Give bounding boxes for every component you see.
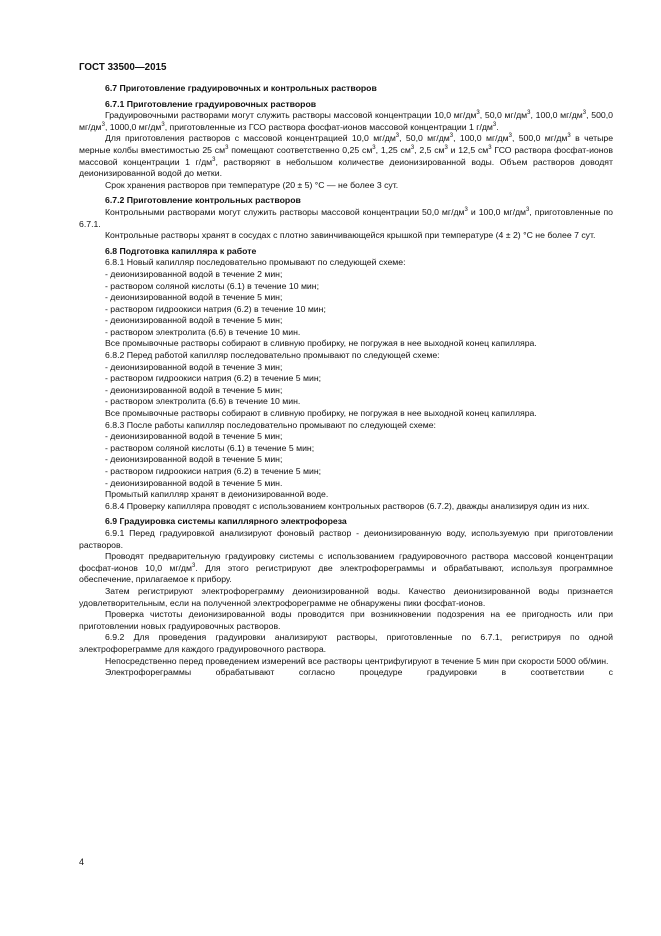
- section-6-7-2-title: 6.7.2 Приготовление контрольных растворов: [105, 195, 301, 206]
- paragraph-6-8-1: 6.8.1 Новый капилляр последовательно промывают по следующей схеме:: [105, 257, 406, 268]
- paragraph-register: Затем регистрируют электрофореграмму деионизированной воды. Качество деионизированной воды признается удовлетворительным, если на полученной электрофореграмме не обнаружены пики фосфат-ионов.: [79, 585, 613, 608]
- paragraph-collect-1: Все промывочные растворы собирают в сливную пробирку, не погружая в нее выходной конец капилляра.: [105, 338, 537, 349]
- list-item: - деионизированной водой в течение 5 мин;: [105, 454, 283, 465]
- paragraph-pre-calibration: Проводят предварительную градуировку системы с использованием градуировочного раствора массовой концентрации фосфат-ионов 10,0 $мг/дм^3$. Для этого регистрируют две электрофореграммы и обрабатывают, используя программное обеспечение, прилагаемое к прибору.: [79, 551, 613, 585]
- paragraph-6-9-2: 6.9.2 Для проведения градуировки анализируют растворы, приготовленные по 6.7.1, регистрируя по одной электрофореграмме для каждого градуировочного раствора.: [79, 632, 613, 654]
- section-6-7-title: 6.7 Приготовление градуировочных и контрольных растворов: [105, 83, 377, 93]
- list-item: - деионизированной водой в течение 2 мин;: [105, 268, 283, 279]
- list-item: - раствором электролита (6.6) в течение 10 мин.: [105, 396, 301, 407]
- paragraph-6-8-2: 6.8.2 Перед работой капилляр последовательно промывают по следующей схеме:: [105, 350, 440, 361]
- paragraph-centrifuge: Непосредственно перед проведением измерений все растворы центрифугируют в течение 5 мин при скорости 5000 об/мин.: [105, 655, 609, 666]
- list-item: - деионизированной водой в течение 5 мин;: [105, 431, 283, 442]
- list-item: - деионизированной водой в течение 5 мин.: [105, 477, 283, 488]
- list-item: - раствором гидроокиси натрия (6.2) в течение 5 мин;: [105, 466, 322, 476]
- list-item: - деионизированной водой в течение 5 мин;: [105, 384, 283, 395]
- paragraph-6-7-1-b: Для приготовления растворов с массовой концентрацией 10,0 $мг/дм^3$, 50,0 $мг/дм^3$, 100,0 $мг/дм^3$, 500,0 $мг/дм^3$ в четыре мерные колбы вместимостью 25 $см^3$ помещают соответственно 0,25 $см^3$, 1,25 $см^3$, 2,5 $см^3$ и 12,5 $см^3$ ГСО раствора фосфат-ионов массовой концентрации 1 $г/дм^3$, растворяют в небольшом количестве деионизированной воды. Объем растворов доводят деионизированной водой до метки.: [79, 133, 614, 179]
- section-6-9-title: 6.9 Градуировка системы капиллярного электрофореза: [105, 516, 347, 527]
- section-6-7-1-title: 6.7.1 Приготовление градуировочных растворов: [105, 98, 317, 109]
- list-item: - раствором соляной кислоты (6.1) в течение 10 мин;: [105, 280, 319, 291]
- list-item: - раствором электролита (6.6) в течение 10 мин.: [105, 326, 301, 337]
- document-body: [79, 83, 613, 679]
- paragraph-6-9-1: 6.9.1 Перед градуировкой анализируют фоновый раствор - деионизированную воду, используемую при приготовлении растворов.: [79, 527, 613, 550]
- paragraph-6-7-2-b: Контрольные растворы хранят в сосудах с плотно завинчивающейся крышкой при температуре (4 ± 2) °С не более 7 сут.: [105, 230, 596, 241]
- standard-header: ГОСТ 33500—2015: [79, 62, 167, 73]
- paragraph-6-8-4: 6.8.4 Проверку капилляра проводят с использованием контрольных растворов (6.7.2), дважды анализируя один из них.: [105, 500, 590, 511]
- list-item: - деионизированной водой в течение 3 мин;: [105, 361, 283, 372]
- paragraph-collect-2: Все промывочные растворы собирают в сливную пробирку, не погружая в нее выходной конец капилляра.: [105, 408, 537, 419]
- list-item: - раствором соляной кислоты (6.1) в течение 5 мин;: [105, 442, 315, 453]
- paragraph-last: Электрофореграммы обрабатывают согласно процедуре градуировки в соответствии с: [105, 667, 613, 678]
- section-6-8-title: 6.8 Подготовка капилляра к работе: [105, 245, 257, 256]
- paragraph-6-7-1-c: Срок хранения растворов при температуре (20 ± 5) °С — не более 3 сут.: [105, 179, 399, 190]
- list-item: - деионизированной водой в течение 5 мин;: [105, 292, 283, 303]
- paragraph-check: Проверка чистоты деионизированной воды проводится при возникновении подозрения на ее пригодность или при приготовлении новых градуировочных растворов.: [79, 609, 613, 631]
- list-item: - раствором гидроокиси натрия (6.2) в течение 10 мин;: [105, 303, 326, 314]
- page-number: 4: [79, 857, 85, 867]
- list-item: - раствором гидроокиси натрия (6.2) в течение 5 мин;: [105, 373, 322, 384]
- paragraph-6-7-2-a: Контрольными растворами могут служить растворы массовой концентрации 50,0 $мг/дм^3$ и 100,0 $мг/дм^3$, приготовленные по 6.7.1.: [79, 206, 614, 229]
- paragraph-6-8-3: 6.8.3 После работы капилляр последовательно промывают по следующей схеме:: [105, 419, 436, 430]
- paragraph-6-7-1-a: Градуировочными растворами могут служить растворы массовой концентрации 10,0 $мг/дм^3$, 50,0 $мг/дм^3$, 100,0 $мг/дм^3$, 500,0 $мг/дм^3$, 1000,0 $мг/дм^3$, приготовленные из ГСО раствора фосфат-ионов массовой концентрации 1 $г/дм^3$.: [79, 110, 613, 132]
- paragraph-store: Промытый капилляр хранят в деионизированной воде.: [105, 489, 329, 500]
- list-item: - деионизированной водой в течение 5 мин;: [105, 315, 283, 326]
